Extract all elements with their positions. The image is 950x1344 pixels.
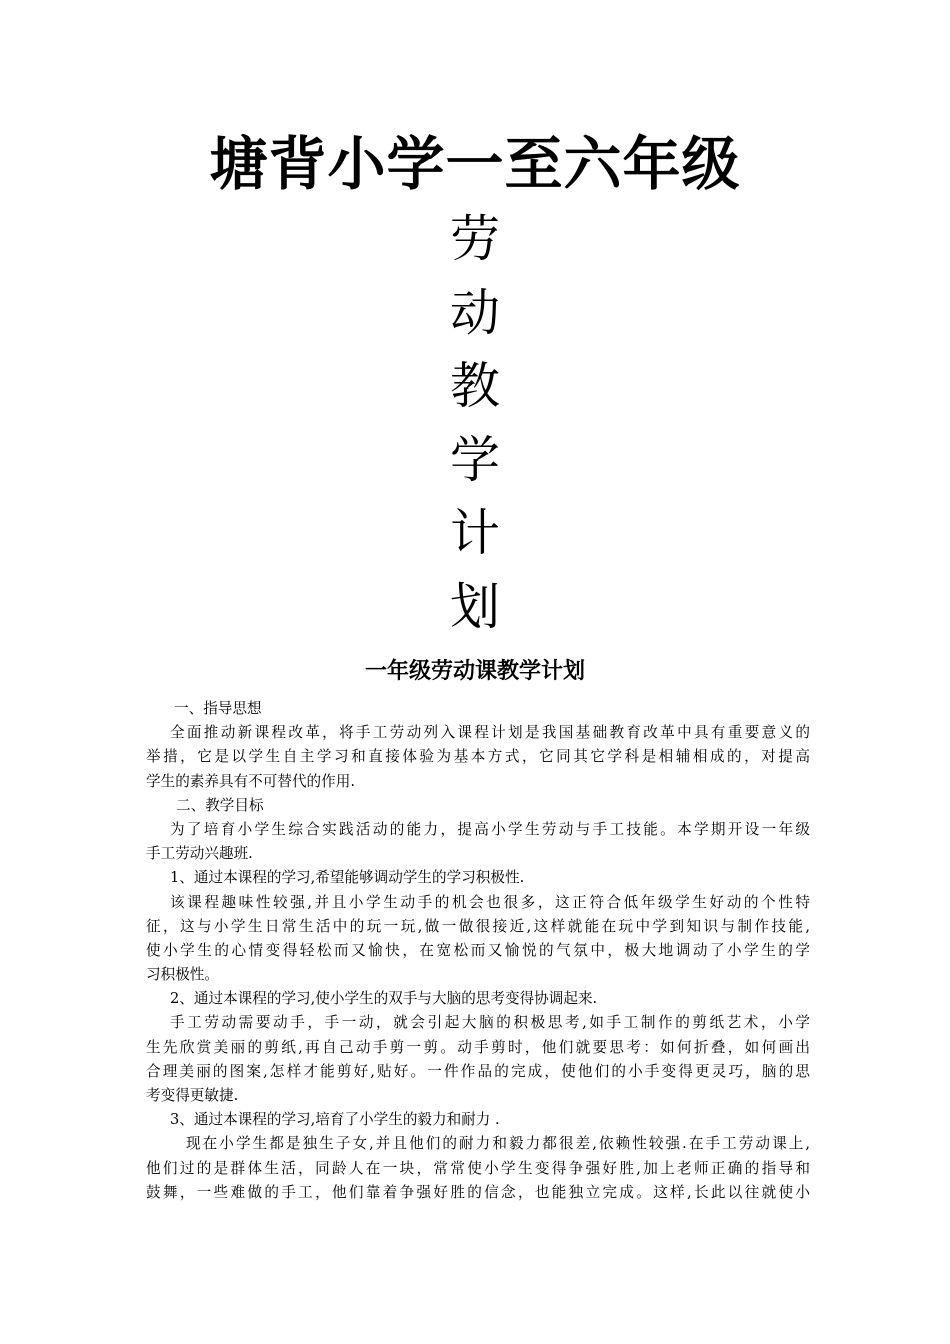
body-text: [146, 697, 810, 1205]
vertical-title: [0, 203, 950, 645]
paragraph-line: 鼓舞，一些难做的手工，他们靠着争强好胜的信念，也能独立完成。这样,长此以往就使小: [146, 1183, 810, 1201]
vertical-title-char: 划: [450, 577, 500, 636]
list-item-heading: 2、通过本课程的学习,使小学生的双手与大脑的思考变得协调起来.: [170, 990, 598, 1008]
list-item-heading: 1、通过本课程的学习,希望能够调动学生的学习积极性.: [170, 869, 525, 887]
paragraph-line: 习积极性。: [146, 966, 219, 984]
paragraph-line: 征，这与小学生日常生活中的玩一玩,做一做很接近,这样就能在玩中学到知识与制作技能,: [146, 917, 810, 935]
paragraph-line: 该课程趣味性较强,并且小学生动手的机会也很多，这正符合低年级学生好动的个性特: [170, 893, 810, 911]
vertical-title-char: 计: [450, 504, 500, 563]
paragraph-line: 手工劳动需要动手，手一动，就会引起大脑的积极思考,如手工制作的剪纸艺术，小学: [170, 1014, 810, 1032]
paragraph-line: 使小学生的心情变得轻松而又愉快，在宽松而又愉悦的气氛中，极大地调动了小学生的学: [146, 941, 810, 959]
paragraph-line: 学生的素养具有不可替代的作用.: [146, 772, 355, 790]
main-title: 塘背小学一至六年级: [209, 130, 741, 198]
paragraph-line: 为了培育小学生综合实践活动的能力，提高小学生劳动与手工技能。本学期开设一年级: [170, 820, 810, 838]
vertical-title-char: 动: [450, 283, 500, 342]
paragraph-line: 全面推动新课程改革，将手工劳动列入课程计划是我国基础教育改革中具有重要意义的: [170, 724, 810, 742]
paragraph-line: 考变得更敏捷.: [146, 1087, 239, 1104]
paragraph-line: 生先欣赏美丽的剪纸,再自己动手剪一剪。动手剪时，他们就要思考：如何折叠，如何画出: [146, 1038, 810, 1056]
vertical-title-char: 劳: [450, 210, 500, 268]
section-heading: 一、指导思想: [174, 700, 262, 717]
paragraph-line: 现在小学生都是独生子女,并且他们的耐力和毅力都很差,依赖性较强.在手工劳动课上,: [186, 1135, 810, 1153]
paragraph-line: 他们过的是群体生活，同龄人在一块，常常使小学生变得争强好胜,加上老师正确的指导和: [146, 1159, 810, 1177]
section-subtitle: 一年级劳动课教学计划: [364, 659, 585, 684]
paragraph-line: 合理美丽的图案,怎样才能剪好,贴好。一件作品的完成，使他们的小手变得更灵巧，脑的思: [146, 1062, 810, 1080]
vertical-title-char: 教: [450, 357, 500, 416]
paragraph-line: 举措，它是以学生自主学习和直接体验为基本方式，它同其它学科是相辅相成的，对提高: [146, 748, 810, 766]
paragraph-line: 手工劳动兴趣班.: [146, 845, 253, 863]
list-item-heading: 3、通过本课程的学习,培育了小学生的毅力和耐力 .: [170, 1111, 500, 1129]
vertical-title-char: 学: [450, 430, 500, 489]
section-heading: 二、教学目标: [176, 796, 264, 814]
